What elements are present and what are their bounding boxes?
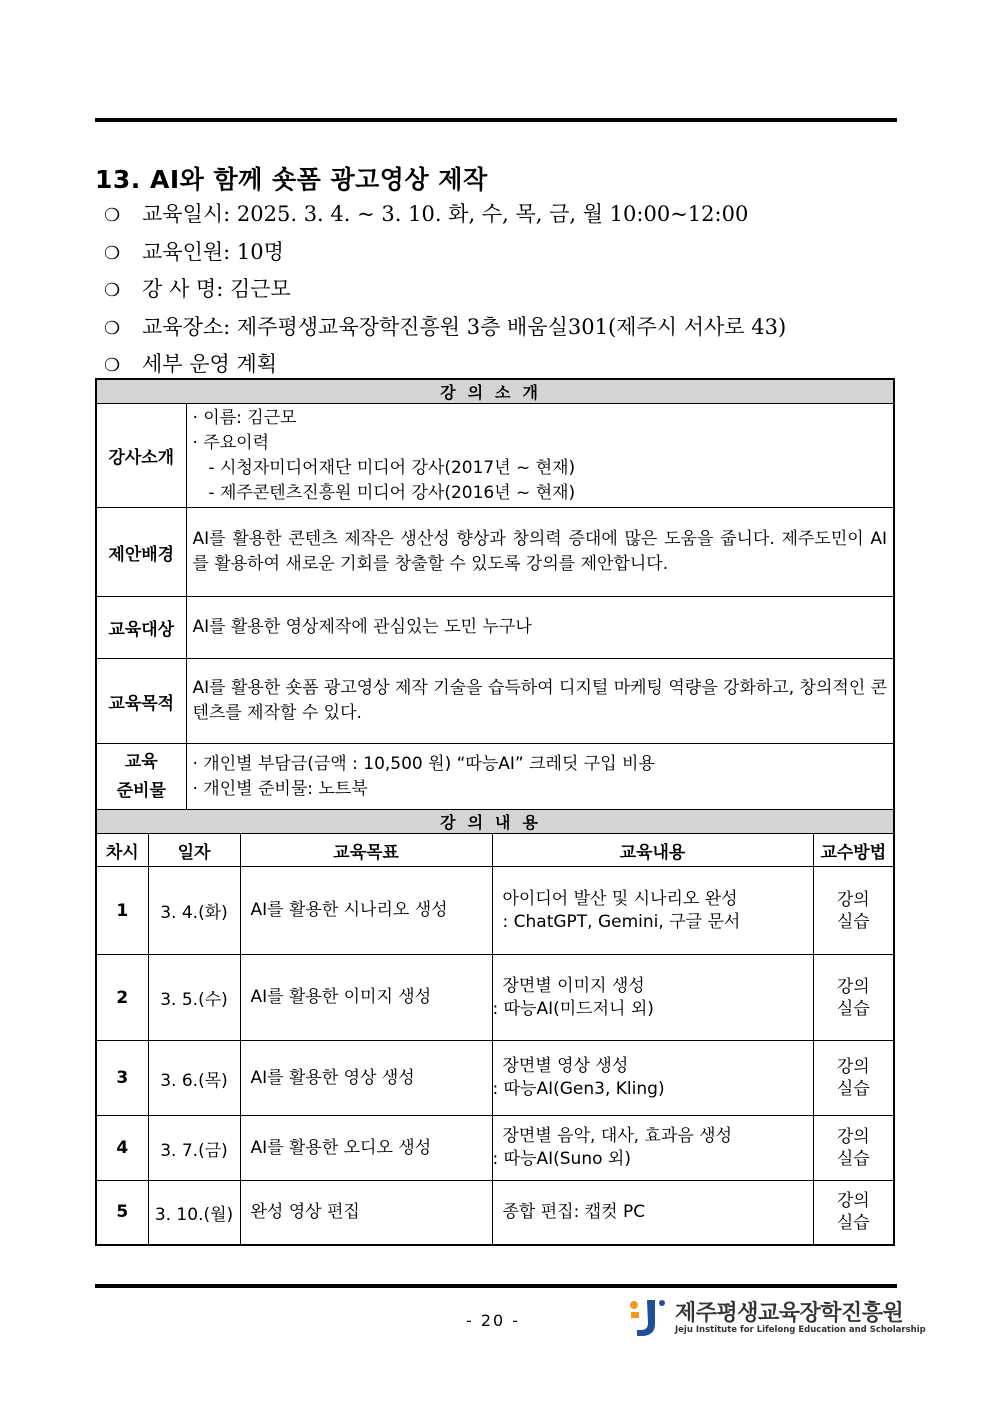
table-row bbox=[96, 955, 894, 1041]
header-content: 교육내용 bbox=[492, 834, 813, 867]
session-method: 강의 실습 bbox=[813, 1181, 894, 1245]
session-goal: AI를 활용한 시나리오 생성 bbox=[240, 867, 492, 955]
session-date: 3. 7.(금) bbox=[148, 1116, 240, 1181]
footer-rule bbox=[95, 1284, 897, 1288]
info-item-date: ❍ 교육일시: 2025. 3. 4. ~ 3. 10. 화, 수, 목, 금, 월 10:00~12:00 bbox=[104, 198, 786, 236]
session-number: 1 bbox=[96, 867, 148, 955]
session-content: 장면별 이미지 생성 : 따능AI(미드저니 외) bbox=[492, 955, 813, 1041]
circle-bullet-icon: ❍ bbox=[104, 205, 121, 226]
session-method: 강의 실습 bbox=[813, 1116, 894, 1181]
session-goal: 완성 영상 편집 bbox=[240, 1181, 492, 1245]
info-item-headcount: ❍ 교육인원: 10명 bbox=[104, 236, 786, 274]
session-goal: AI를 활용한 영상 생성 bbox=[240, 1041, 492, 1116]
session-goal: AI를 활용한 이미지 생성 bbox=[240, 955, 492, 1041]
table-row bbox=[96, 867, 894, 955]
schedule-band-row bbox=[96, 810, 894, 834]
session-content: 장면별 영상 생성 : 따능AI(Gen3, Kling) bbox=[492, 1041, 813, 1116]
info-item-instructor: ❍ 강 사 명: 김근모 bbox=[104, 273, 786, 311]
logo-emblem-icon bbox=[625, 1294, 671, 1340]
supplies-row bbox=[96, 744, 894, 810]
header-date: 일자 bbox=[148, 834, 240, 867]
session-date: 3. 4.(화) bbox=[148, 867, 240, 955]
intro-band: 강의소개 bbox=[96, 379, 894, 404]
org-logo bbox=[625, 1294, 926, 1344]
session-date: 3. 10.(월) bbox=[148, 1181, 240, 1245]
instructor-details: · 이름: 김근모 · 주요이력 - 시청자미디어재단 미디어 강사(2017년 ~ 현재) - 제주콘텐츠진흥원 미디어 강사(2016년 ~ 현재) bbox=[186, 404, 894, 508]
supplies-text: · 개인별 부담금(금액 : 10,500 원) “따능AI” 크레딧 구입 비용 · 개인별 준비물: 노트북 bbox=[186, 744, 894, 810]
instructor-row bbox=[96, 404, 894, 508]
circle-bullet-icon: ❍ bbox=[104, 242, 121, 264]
target-row bbox=[96, 597, 894, 659]
session-number: 3 bbox=[96, 1041, 148, 1116]
target-label: 교육대상 bbox=[96, 597, 186, 659]
circle-bullet-icon: ❍ bbox=[104, 280, 121, 301]
session-content: 장면별 음악, 대사, 효과음 생성 : 따능AI(Suno 외) bbox=[492, 1116, 813, 1181]
session-method: 강의 실습 bbox=[813, 1041, 894, 1116]
session-method: 강의 실습 bbox=[813, 867, 894, 955]
session-content: 아이디어 발산 및 시나리오 완성 : ChatGPT, Gemini, 구글 문서 bbox=[492, 867, 813, 955]
info-item-location: ❍ 교육장소: 제주평생교육장학진흥원 3층 배움실301(제주시 서사로 43) bbox=[104, 311, 786, 349]
info-list bbox=[104, 198, 786, 386]
table-row bbox=[96, 1181, 894, 1245]
info-item-plan: ❍ 세부 운영 계획 bbox=[104, 348, 786, 386]
header-session: 차시 bbox=[96, 834, 148, 867]
instructor-label: 강사소개 bbox=[96, 404, 186, 508]
schedule-band: 강의내용 bbox=[96, 810, 894, 834]
target-text: AI를 활용한 영상제작에 관심있는 도민 누구나 bbox=[186, 597, 894, 659]
session-method: 강의 실습 bbox=[813, 955, 894, 1041]
circle-bullet-icon: ❍ bbox=[104, 355, 121, 376]
session-date: 3. 5.(수) bbox=[148, 955, 240, 1041]
course-plan-table bbox=[95, 378, 895, 1246]
section-title: 13. AI와 함께 숏폼 광고영상 제작 bbox=[95, 165, 488, 194]
table-row bbox=[96, 1116, 894, 1181]
session-number: 4 bbox=[96, 1116, 148, 1181]
header-goal: 교육목표 bbox=[240, 834, 492, 867]
goal-text: AI를 활용한 숏폼 광고영상 제작 기술을 습득하여 디지털 마케팅 역량을 강화하고, 창의적인 콘텐츠를 제작할 수 있다. bbox=[186, 659, 894, 744]
page-number: - 20 - bbox=[466, 1311, 521, 1330]
session-content: 종합 편집: 캡컷 PC bbox=[492, 1181, 813, 1245]
session-number: 2 bbox=[96, 955, 148, 1041]
org-english-name: Jeju Institute for Lifelong Education and Scholarship bbox=[675, 1325, 926, 1335]
header-method: 교수방법 bbox=[813, 834, 894, 867]
background-label: 제안배경 bbox=[96, 508, 186, 597]
background-row bbox=[96, 508, 894, 597]
table-row bbox=[96, 1041, 894, 1116]
intro-band-row bbox=[96, 379, 894, 404]
supplies-label: 교육 준비물 bbox=[96, 744, 186, 810]
session-goal: AI를 활용한 오디오 생성 bbox=[240, 1116, 492, 1181]
session-number: 5 bbox=[96, 1181, 148, 1245]
goal-row bbox=[96, 659, 894, 744]
schedule-header-row bbox=[96, 834, 894, 867]
circle-bullet-icon: ❍ bbox=[104, 317, 121, 339]
header-rule bbox=[95, 118, 897, 122]
session-date: 3. 6.(목) bbox=[148, 1041, 240, 1116]
org-name: 제주평생교육장학진흥원 bbox=[675, 1301, 904, 1326]
goal-label: 교육목적 bbox=[96, 659, 186, 744]
background-text: AI를 활용한 콘텐츠 제작은 생산성 향상과 창의력 증대에 많은 도움을 줍니다. 제주도민이 AI를 활용하여 새로운 기회를 창출할 수 있도록 강의를 제안합니다. bbox=[186, 508, 894, 597]
